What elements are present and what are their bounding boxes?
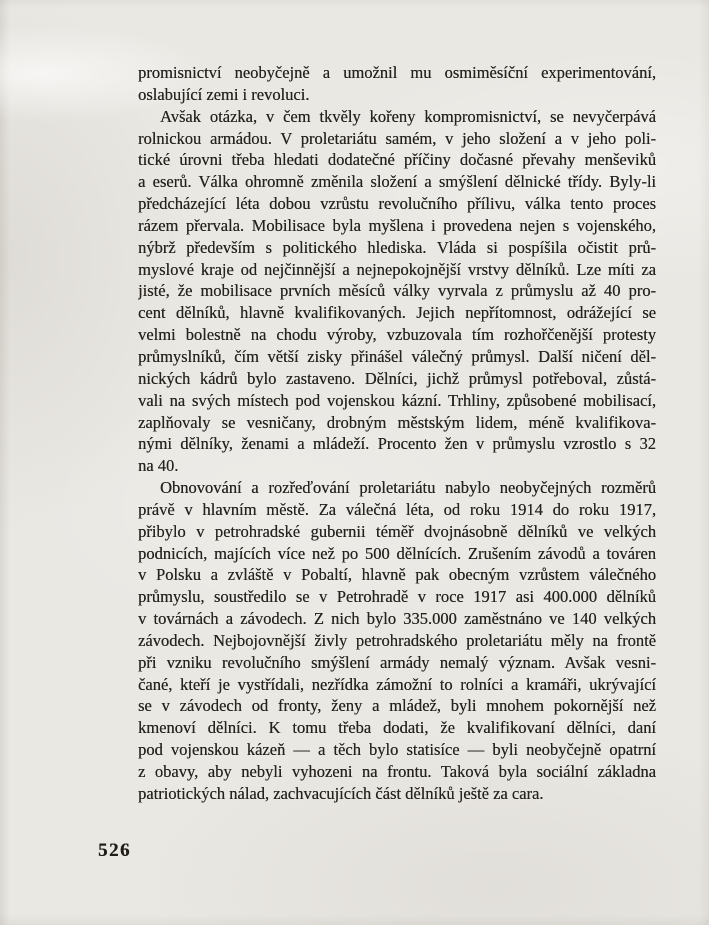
text-line: patriotických nálad, zachvacujících část dělníků ještě za cara. xyxy=(138,783,544,803)
text-line: v Polsku a zvláště v Pobaltí, hlavně pak obecným vzrůstem válečného xyxy=(138,565,656,585)
text-line: tické úrovni třeba hledati dodatečné příčiny dočasné převahy menševiků xyxy=(138,150,656,170)
page-number: 526 xyxy=(98,840,131,861)
text-line: nýbrž především s politického hlediska. Vláda si pospíšila očistit prů- xyxy=(138,237,656,257)
text-line: Avšak otázka, v čem tkvěly kořeny kompromisnictví, se nevyčerpává xyxy=(160,106,656,126)
text-line: nických kádrů bylo zastaveno. Dělníci, jichž průmysl potřeboval, zůstá- xyxy=(138,368,656,388)
text-line: průmyslníků, čím větší zisky přinášel válečný průmysl. Další ničení děl- xyxy=(138,346,656,366)
text-line: velmi bolestně na chodu výroby, vzbuzovala tím rozhořčenější protesty xyxy=(138,325,656,345)
text-line: se v závodech od fronty, ženy a mládež, byli mnohem pokornější než xyxy=(138,696,656,716)
text-line: závodech. Nejbojovnější živly petrohradského proletariátu měly na frontě xyxy=(138,630,656,650)
text-line: podnicích, majících více než po 500 dělnících. Zrušením závodů a továren xyxy=(138,543,656,563)
text-line: čané, kteří je vystřídali, nezřídka zámožní to rolníci a kramáři, ukrývající xyxy=(138,674,656,694)
text-line: rolnickou armádou. V proletariátu samém, v jeho složení a v jeho poli- xyxy=(138,128,656,148)
text-line: promisnictví neobyčejně a umožnil mu osmiměsíční experimentování, xyxy=(138,63,656,82)
text-line: kmenoví dělníci. K tomu třeba dodati, že kvalifikovaní dělníci, daní xyxy=(138,718,656,738)
text-line: vali na svých místech pod vojenskou kázní. Trhliny, způsobené mobilisací, xyxy=(138,390,656,410)
text-line: myslové kraje od nejčinnější a nejnepokojnější vrstvy dělníků. Lze míti za xyxy=(138,259,656,279)
text-line: na 40. xyxy=(138,456,179,476)
text-line: z obavy, aby nebyli vyhozeni na frontu. Taková byla sociální základna xyxy=(138,762,656,781)
text-line: právě v hlavním městě. Za válečná léta, od roku 1914 do roku 1917, xyxy=(138,499,656,519)
text-line: přibylo v petrohradské gubernii téměř dvojnásobně dělníků ve velkých xyxy=(138,521,656,541)
text-line: Obnovování a rozřeďování proletariátu nabylo neobyčejných rozměrů xyxy=(160,478,656,498)
text-line: při vzniku revolučního smýšlení armády nemalý význam. Avšak vesni- xyxy=(138,652,656,672)
text-line: zaplňovaly se vesničany, drobným městským lidem, méně kvalifikova- xyxy=(138,412,656,432)
text-line: průmyslu, soustředilo se v Petrohradě v roce 1917 asi 400.000 dělníků xyxy=(138,587,656,607)
text-line: rázem přervala. Mobilisace byla myšlena i provedena nejen s vojenského, xyxy=(138,215,656,235)
text-block xyxy=(138,62,656,805)
text-line: oslabující zemi i revoluci. xyxy=(138,84,310,104)
text-line: cent dělníků, hlavně kvalifikovaných. Jejich nepřítomnost, odrážející se xyxy=(138,303,656,323)
text-line: nými dělníky, ženami a mládeží. Procento žen v průmyslu vzrostlo s 32 xyxy=(138,434,656,454)
text-line: v továrnách a závodech. Z nich bylo 335.000 zaměstnáno ve 140 velkých xyxy=(138,609,656,629)
text-line: a eserů. Válka ohromně změnila složení a smýšlení dělnické třídy. Byly-li xyxy=(138,172,656,192)
text-line: předcházející léta dobou vzrůstu revolučního přílivu, válka tento proces xyxy=(138,194,656,214)
text-line: pod vojenskou kázeň — a těch bylo statisíce — byli neobyčejně opatrní xyxy=(138,740,656,760)
text-line: jisté, že mobilisace prvních měsíců války vyrvala z průmyslu až 40 pro- xyxy=(138,281,656,301)
